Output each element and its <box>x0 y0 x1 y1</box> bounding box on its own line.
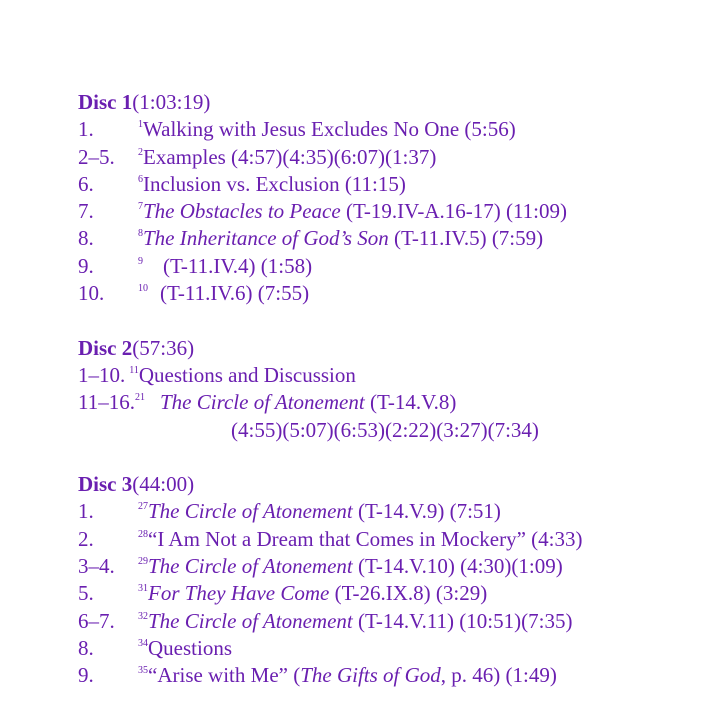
track-reference: (T-14.V.9) (7:51) <box>352 499 501 524</box>
track-line <box>78 498 698 525</box>
track-number: 2. <box>78 526 94 551</box>
footnote-marker: 6 <box>138 173 143 185</box>
track-reference: (T-26.IX.8) (3:29) <box>329 581 488 606</box>
disc-1-heading <box>78 89 698 116</box>
track-number: 8. <box>78 226 94 251</box>
track-number: 1. <box>78 117 94 142</box>
track-line <box>78 608 698 635</box>
track-line <box>78 635 698 662</box>
track-title: Examples (4:57)(4:35)(6:07)(1:37) <box>143 144 437 169</box>
track-title-italic: The Circle of Atonement <box>148 554 353 579</box>
track-line <box>78 171 698 198</box>
footnote-marker: 7 <box>138 201 143 213</box>
track-title-italic: The Obstacles to Peace <box>143 199 341 224</box>
track-reference: (T-14.V.8) <box>364 390 457 415</box>
track-number: 1–10. <box>78 362 126 387</box>
track-number: 2–5. <box>78 144 115 169</box>
track-number: 9. <box>78 253 94 278</box>
disc-3-label: Disc 3 <box>78 472 133 497</box>
track-line <box>78 225 698 252</box>
track-title: Questions and Discussion <box>138 362 356 387</box>
footnote-marker: 34 <box>138 637 148 649</box>
track-title-prefix: “Arise with Me” ( <box>148 663 301 688</box>
footnote-marker: 1 <box>138 119 143 131</box>
track-reference: , p. 46) (1:49) <box>440 663 557 688</box>
track-number: 6. <box>78 171 94 196</box>
track-title-italic: The Inheritance of God’s Son <box>143 226 389 251</box>
track-line <box>78 362 698 389</box>
disc-2-heading <box>78 335 698 362</box>
track-reference: (T-14.V.11) (10:51)(7:35) <box>352 608 573 633</box>
track-listing <box>78 89 698 690</box>
disc-1-label: Disc 1 <box>78 90 133 114</box>
track-line <box>78 389 698 416</box>
track-reference: (T-19.IV-A.16-17) (11:09) <box>340 199 568 224</box>
footnote-marker: 28 <box>138 528 148 540</box>
track-number: 6–7. <box>78 608 115 633</box>
track-reference: (T-14.V.10) (4:30)(1:09) <box>352 554 563 579</box>
track-number: 7. <box>78 199 94 224</box>
disc-3-heading <box>78 471 698 498</box>
footnote-marker: 35 <box>138 665 148 677</box>
footnote-marker: 8 <box>138 228 143 240</box>
track-title-italic: The Circle of Atonement <box>148 608 353 633</box>
footnote-marker: 31 <box>138 583 148 595</box>
track-line <box>78 526 698 553</box>
track-title: Walking with Jesus Excludes No One (5:56) <box>143 117 516 142</box>
track-durations: (4:55)(5:07)(6:53)(2:22)(3:27)(7:34) <box>231 417 539 442</box>
footnote-marker: 27 <box>138 501 148 513</box>
track-title-italic: For They Have Come <box>148 581 330 606</box>
track-number: 1. <box>78 499 94 524</box>
footnote-marker: 32 <box>138 610 148 622</box>
track-title: Inclusion vs. Exclusion (11:15) <box>143 171 406 196</box>
track-title-italic: The Circle of Atonement <box>148 499 353 524</box>
track-reference: (T-11.IV.5) (7:59) <box>388 226 544 251</box>
track-title: “I Am Not a Dream that Comes in Mockery” (4:33) <box>148 526 583 551</box>
track-line <box>78 198 698 225</box>
track-number: 10. <box>78 281 105 306</box>
footnote-marker: 2 <box>138 146 143 158</box>
track-title-italic: The Circle of Atonement <box>159 390 365 415</box>
disc-2-duration: (57:36) <box>132 335 195 360</box>
footnote-marker: 11 <box>129 364 139 376</box>
track-title: Questions <box>148 635 232 660</box>
track-line <box>78 144 698 171</box>
track-line <box>78 116 698 143</box>
track-number: 8. <box>78 635 94 660</box>
track-line <box>78 580 698 607</box>
track-number: 3–4. <box>78 554 115 579</box>
disc-1-duration: (1:03:19) <box>132 90 211 114</box>
track-number: 9. <box>78 663 94 688</box>
footnote-marker: 21 <box>134 392 145 404</box>
footnote-marker: 29 <box>138 556 148 568</box>
track-title: (T-11.IV.6) (7:55) <box>160 281 310 306</box>
track-number: 5. <box>78 581 94 606</box>
track-line <box>78 553 698 580</box>
track-number: 11–16. <box>78 390 135 415</box>
track-line <box>78 253 698 280</box>
footnote-marker: 10 <box>138 283 148 295</box>
track-title-italic: The Gifts of God <box>300 663 441 688</box>
footnote-marker: 9 <box>138 255 143 267</box>
track-line <box>78 662 698 689</box>
disc-3-duration: (44:00) <box>132 472 195 497</box>
disc-2-label: Disc 2 <box>78 335 133 360</box>
track-line <box>78 280 698 307</box>
track-title: (T-11.IV.4) (1:58) <box>163 253 313 278</box>
